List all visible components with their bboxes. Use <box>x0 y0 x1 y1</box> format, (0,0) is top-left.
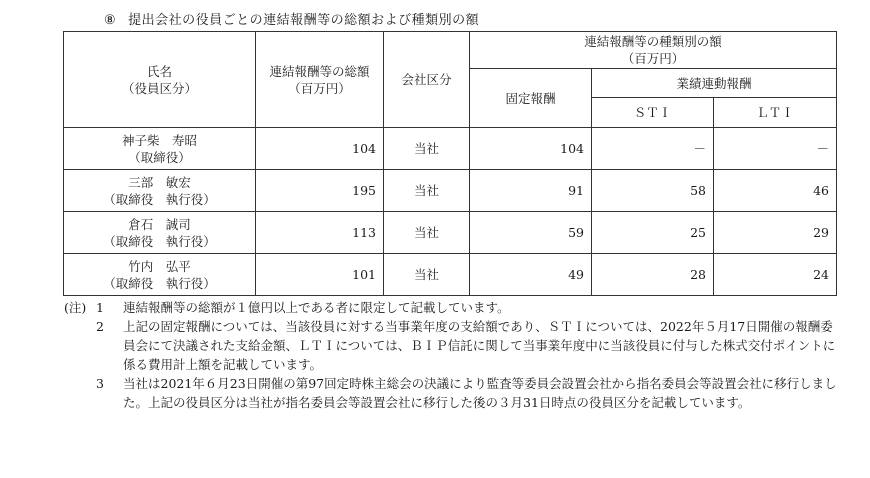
header-fixed: 固定報酬 <box>470 69 592 128</box>
section-number: ⑧ <box>104 13 117 28</box>
total-cell: 104 <box>256 128 384 170</box>
notes-label: (注) <box>64 300 87 315</box>
note-number: 1 <box>96 300 104 315</box>
fixed-cell: 91 <box>470 170 592 212</box>
total-cell: 101 <box>256 254 384 296</box>
table-row <box>64 254 837 296</box>
company-cell: 当社 <box>384 128 470 170</box>
note-text: 上記の固定報酬については、当該役員に対する当事業年度の支給額であり、ＳＴＩについては、2022年５月17日開催の報酬委員会にて決議された支給金額、ＬＴＩについては、ＢＩＰ信託に関して当事業年度中に当該役員に付与した株式交付ポイントに係る費用計上額を記載しています。 <box>123 319 836 372</box>
sti-cell: － <box>592 128 714 170</box>
compensation-table <box>63 31 837 296</box>
officer-name-cell: 竹内 弘平 （取締役 執行役） <box>64 254 256 296</box>
header-company: 会社区分 <box>384 32 470 128</box>
header-total: 連結報酬等の総額 （百万円） <box>256 32 384 128</box>
officer-name-cell: 倉石 誠司 （取締役 執行役） <box>64 212 256 254</box>
notes-section <box>64 298 844 412</box>
note-item <box>64 298 844 317</box>
sti-cell: 28 <box>592 254 714 296</box>
note-item <box>64 374 844 412</box>
fixed-cell: 49 <box>470 254 592 296</box>
note-text: 当社は2021年６月23日開催の第97回定時株主総会の決議により監査等委員会設置会社から指名委員会等設置会社に移行しました。上記の役員区分は当社が指名委員会等設置会社に移行した後の３月31日時点の役員区分を記載しています。 <box>123 376 837 410</box>
company-cell: 当社 <box>384 170 470 212</box>
section-heading <box>104 9 479 28</box>
lti-cell: － <box>714 128 837 170</box>
officer-name-cell: 三部 敏宏 （取締役 執行役） <box>64 170 256 212</box>
company-cell: 当社 <box>384 212 470 254</box>
table-row <box>64 170 837 212</box>
header-name: 氏名 （役員区分） <box>64 32 256 128</box>
header-performance: 業績連動報酬 <box>592 69 837 98</box>
company-cell: 当社 <box>384 254 470 296</box>
note-number: 3 <box>96 376 104 391</box>
header-lti: ＬＴＩ <box>714 98 837 128</box>
header-types: 連結報酬等の種類別の額 （百万円） <box>470 32 837 69</box>
total-cell: 195 <box>256 170 384 212</box>
section-title: 提出会社の役員ごとの連結報酬等の総額および種類別の額 <box>128 13 480 28</box>
officer-name-cell: 神子柴 寿昭 （取締役） <box>64 128 256 170</box>
table-row <box>64 212 837 254</box>
note-number: 2 <box>96 319 104 334</box>
header-sti: ＳＴＩ <box>592 98 714 128</box>
lti-cell: 24 <box>714 254 837 296</box>
note-item <box>64 317 844 374</box>
table-row <box>64 128 837 170</box>
sti-cell: 58 <box>592 170 714 212</box>
lti-cell: 29 <box>714 212 837 254</box>
lti-cell: 46 <box>714 170 837 212</box>
sti-cell: 25 <box>592 212 714 254</box>
fixed-cell: 59 <box>470 212 592 254</box>
fixed-cell: 104 <box>470 128 592 170</box>
note-text: 連結報酬等の総額が１億円以上である者に限定して記載しています。 <box>123 300 510 315</box>
total-cell: 113 <box>256 212 384 254</box>
